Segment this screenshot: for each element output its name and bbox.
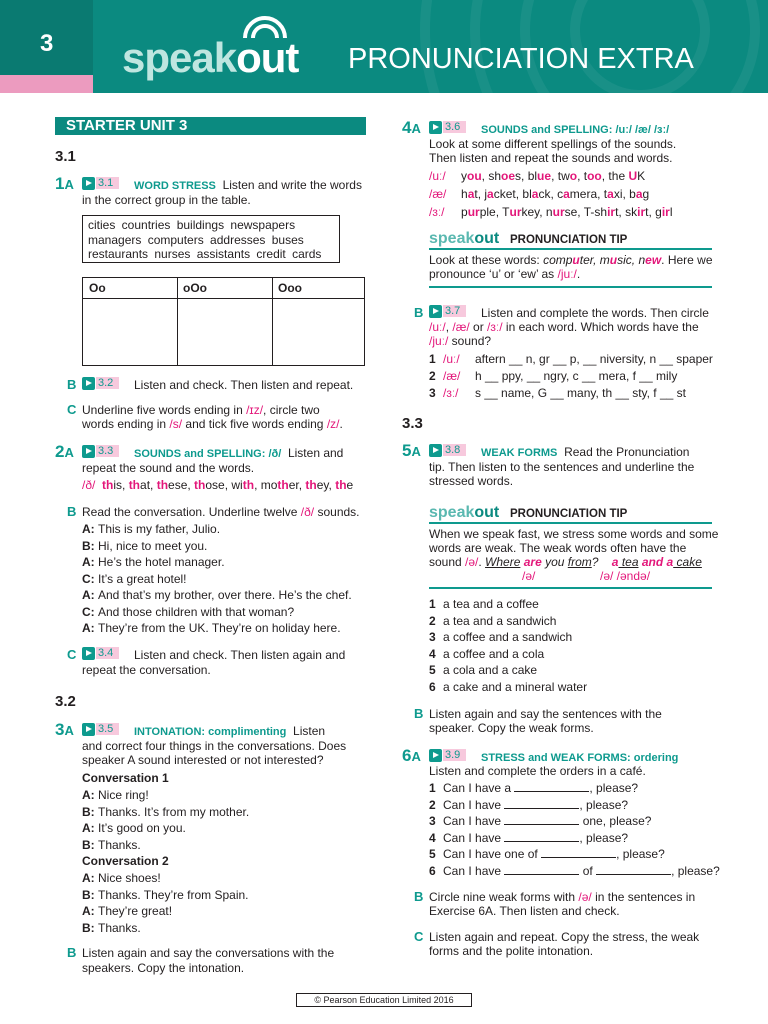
th-word: they,: [305, 478, 336, 492]
spelling-fragment: ir: [661, 205, 670, 219]
order-text: Can I have: [443, 797, 505, 812]
exercise-2c-instructions-line2: repeat the conversation.: [82, 663, 211, 677]
exercise-2b-letter: B: [67, 504, 77, 519]
dialogue-line: [82, 788, 149, 802]
th-word: this,: [102, 478, 129, 492]
ipa-annotation: /ə/ /əndə/: [600, 569, 651, 583]
page-title: PRONUNCIATION EXTRA: [348, 43, 694, 75]
gap-fill-words[interactable]: aftern __ n, gr __ p, __ niversity, n __ spaper: [475, 352, 713, 366]
spelling-fragment: , sh: [481, 169, 502, 183]
speaker-label: A:: [82, 821, 98, 835]
list-item: [429, 647, 544, 661]
speaker-label: A:: [82, 904, 98, 918]
table-cell-oo[interactable]: [83, 299, 177, 365]
spelling-fragment: K: [637, 169, 646, 183]
gap-fill-words[interactable]: s __ name, G __ many, th __ sty, f __ st: [475, 386, 686, 400]
speaker-label: A:: [82, 621, 98, 635]
ipa-symbol: /æ/: [429, 187, 447, 201]
spelling-fragment: se, T-sh: [564, 205, 608, 219]
spelling-fragment: l: [669, 205, 673, 219]
ipa-symbol: /uː/: [429, 169, 446, 183]
exercise-3b-instructions-line2: speakers. Copy the intonation.: [82, 961, 245, 975]
list-item: [429, 864, 720, 878]
exercise-1c-letter: C: [67, 402, 77, 417]
unit-number: 3: [40, 30, 54, 57]
exercise-4a-instructions-line2: Then listen and repeat the sounds and words.: [429, 151, 673, 165]
item-number: 5: [429, 847, 436, 861]
gap-fill-words[interactable]: h __ ppy, __ ngry, c __ mera, f __ mily: [475, 369, 678, 383]
exercise-1b-instructions: Listen and check. Then listen and repeat.: [134, 378, 354, 392]
audio-play-icon[interactable]: [82, 177, 95, 190]
speakout-tip-logo: speakout: [429, 504, 500, 521]
exercise-6b-letter: B: [414, 889, 424, 904]
ipa-symbol: /æ/: [443, 369, 461, 383]
dialogue-line: [82, 888, 249, 902]
exercise-3a-number: 3A: [55, 720, 74, 739]
spelling-fragment: a: [607, 187, 614, 201]
th-word: that,: [128, 478, 157, 492]
order-text: , please?: [671, 863, 720, 878]
dialogue-line: [82, 904, 172, 918]
dialogue-line: [82, 805, 249, 819]
th-letters: th: [194, 478, 206, 492]
dialogue-text: And those children with that woman?: [98, 604, 295, 619]
dialogue-text: Thanks. It’s from my mother.: [98, 804, 250, 819]
speakout-logo: [122, 34, 298, 82]
audio-play-icon[interactable]: [429, 749, 442, 762]
spelling-fragment: xi, b: [613, 187, 636, 201]
order-text: , please?: [589, 781, 639, 795]
exercise-5a-number: 5A: [402, 441, 421, 460]
item-number: 2: [429, 797, 436, 812]
item-number: 4: [429, 830, 436, 845]
pronunciation-tip-label: PRONUNCIATION TIP: [510, 234, 628, 246]
conversation-1-title: Conversation 1: [82, 771, 169, 785]
tip-text: When we speak fast, we stress some words and some: [429, 527, 719, 541]
spelling-fragment: y: [461, 169, 467, 183]
exercise-1a-number: 1A: [55, 174, 74, 193]
stress-table: [82, 277, 365, 366]
th-word: these,: [156, 478, 195, 492]
speaker-label: B:: [82, 920, 98, 935]
spelling-fragment: cket, bl: [493, 187, 532, 201]
exercise-6c-instructions: Listen again and repeat. Copy the stress, the weak: [429, 930, 700, 944]
ipa-annotation: /ə/: [522, 569, 536, 583]
speaker-label: B:: [82, 887, 98, 902]
dialogue-line: [82, 871, 161, 885]
table-header-ooo: oOo: [183, 281, 207, 295]
exercise-1c-instructions-line2: words ending in /s/ and tick five words ending /z/.: [82, 417, 343, 431]
audio-play-icon[interactable]: [82, 445, 95, 458]
copyright-footer: © Pearson Education Limited 2016: [296, 993, 472, 1007]
section-3-2: 3.2: [55, 693, 76, 710]
spelling-fragment: t, g: [645, 205, 662, 219]
speaker-label: B:: [82, 538, 98, 553]
spelling-fragment: t, sk: [615, 205, 638, 219]
spelling-fragment: g: [642, 187, 650, 201]
spelling-fragment: a: [563, 187, 570, 201]
spelling-fragment: , t: [577, 169, 588, 183]
tip-divider: [429, 248, 712, 250]
ipa-symbol: /uː/: [443, 352, 460, 366]
track-number: 3.6: [443, 121, 466, 133]
exercise-3b-letter: B: [67, 945, 77, 960]
order-text: Can I have: [443, 814, 505, 828]
sentence-text[interactable]: a coffee and a sandwich: [443, 630, 573, 644]
spelling-row: [429, 205, 673, 219]
word-box-line: cities countries buildings newspapers: [88, 218, 296, 232]
dialogue-text: Hi, nice to meet you.: [98, 538, 208, 553]
speaker-label: C:: [82, 571, 98, 586]
table-cell-ooo-2[interactable]: [273, 299, 365, 365]
exercise-6b-instructions-line2: Exercise 6A. Then listen and check.: [429, 904, 620, 918]
table-cell-ooo[interactable]: [178, 299, 272, 365]
ipa-symbol: /ɜː/: [443, 386, 459, 400]
exercise-6b-instructions: Circle nine weak forms with /ə/ in the sentences in: [429, 890, 696, 904]
th-word-list: /ð/ this, that, these, those, with, mother, they, the: [82, 478, 354, 492]
th-letters: th: [305, 478, 317, 492]
speakout-tip-logo: speakout: [429, 230, 500, 247]
order-text: of: [579, 863, 597, 878]
exercise-4b-instructions-line2: /uː/, /æ/ or /ɜː/ in each word. Which words have the: [429, 320, 699, 334]
track-number: 3.4: [96, 647, 119, 659]
dialogue-text: He’s the hotel manager.: [98, 555, 225, 569]
ipa-symbol: /ɜː/: [429, 205, 445, 219]
item-number: 6: [429, 863, 436, 878]
dialogue-line: [82, 921, 141, 935]
answer-blank[interactable]: [504, 864, 579, 875]
item-number: 3: [429, 814, 436, 828]
spelling-fragment: ue: [537, 169, 552, 183]
answer-blank[interactable]: [541, 847, 616, 858]
spelling-fragment: oo: [587, 169, 602, 183]
speaker-label: A:: [82, 871, 98, 885]
exercise-2b-instructions: Read the conversation. Underline twelve /ð/ sounds.: [82, 505, 360, 519]
audio-play-icon[interactable]: [82, 723, 95, 736]
exercise-5a-instructions-line3: stressed words.: [429, 474, 514, 488]
dialogue-text: Nice ring!: [98, 788, 149, 802]
list-item: [429, 597, 539, 611]
speaker-label: B:: [82, 804, 98, 819]
word-box: [82, 215, 340, 263]
section-3-1: 3.1: [55, 148, 76, 165]
dialogue-text: Nice shoes!: [98, 871, 161, 885]
spelling-fragment: ur: [467, 205, 480, 219]
speaker-label: A:: [82, 555, 98, 569]
th-letters: th: [277, 478, 289, 492]
answer-blank[interactable]: [596, 864, 671, 875]
dialogue-text: They’re from the UK. They’re on holiday here.: [98, 621, 341, 635]
th-letters: th: [242, 478, 255, 492]
spelling-fragment: ou: [467, 169, 482, 183]
exercise-5a-instructions-line2: tip. Then listen to the sentences and underline the: [429, 460, 695, 474]
dialogue-line: [82, 572, 187, 586]
spelling-fragment: a: [635, 187, 643, 201]
answer-blank[interactable]: [504, 814, 579, 825]
track-number: 3.5: [96, 723, 119, 735]
exercise-6c-instructions-line2: forms and the polite intonation.: [429, 944, 594, 958]
list-item: [429, 614, 556, 628]
track-number: 3.2: [96, 377, 119, 389]
spelling-fragment: ur: [509, 205, 522, 219]
tip-divider: [429, 286, 712, 288]
order-text: , please?: [579, 797, 629, 812]
exercise-4a-number: 4A: [402, 118, 421, 137]
th-word: the: [335, 478, 354, 492]
answer-blank[interactable]: [514, 781, 589, 792]
dialogue-line: [82, 838, 141, 852]
tip-text: Look at these words: computer, music, new. Here we: [429, 253, 713, 267]
spelling-fragment: a: [531, 187, 539, 201]
exercise-3b-instructions: Listen again and say the conversations with the: [82, 946, 335, 960]
dialogue-line: [82, 621, 341, 635]
dialogue-line: [82, 588, 352, 602]
tip-text-line2: pronounce ‘u’ or ‘ew’ as /juː/.: [429, 267, 581, 281]
section-3-3: 3.3: [402, 415, 423, 432]
exercise-2c-instructions: Listen and check. Then listen again and: [134, 648, 346, 662]
spelling-fragment: key, n: [521, 205, 553, 219]
exercise-2a-number: 2A: [55, 442, 74, 461]
logo-signal-icon: [237, 16, 293, 40]
dialogue-text: Thanks.: [98, 837, 141, 852]
exercise-6c-letter: C: [414, 929, 424, 944]
spelling-fragment: s, bl: [515, 169, 538, 183]
item-number: 2: [429, 369, 436, 383]
tip-text-line2: words are weak. The weak words often have the: [429, 541, 687, 555]
exercise-5b-instructions-line2: speaker. Copy the weak forms.: [429, 721, 594, 735]
spelling-fragment: mera, t: [569, 187, 608, 201]
sentence-text[interactable]: a tea and a coffee: [443, 597, 539, 611]
order-text: Can I have one of: [443, 847, 542, 861]
exercise-3a-instructions: INTONATION: complimenting Listen: [134, 724, 326, 738]
spelling-fragment: oe: [501, 169, 516, 183]
order-text: one, please?: [579, 814, 652, 828]
exercise-4b-instructions: Listen and complete the words. Then circle: [481, 306, 709, 320]
tip-text-line3: sound /ə/. Where are you from? a tea and a cake: [429, 555, 702, 569]
track-number: 3.9: [443, 749, 466, 761]
spelling-fragment: t, j: [474, 187, 488, 201]
spelling-fragment: p: [461, 205, 468, 219]
track-number: 3.7: [443, 305, 466, 317]
th-letters: th: [128, 478, 141, 492]
sentence-text[interactable]: a tea and a sandwich: [443, 613, 557, 628]
spelling-fragment: ir: [607, 205, 616, 219]
track-number: 3.8: [443, 444, 466, 456]
spelling-fragment: a: [487, 187, 494, 201]
spelling-fragment: o: [569, 169, 578, 183]
th-word: with,: [231, 478, 261, 492]
exercise-2a-instructions: SOUNDS and SPELLING: /ð/ Listen and: [134, 446, 344, 460]
audio-play-icon[interactable]: [82, 377, 95, 390]
exercise-2c-letter: C: [67, 647, 77, 662]
spelling-fragment: , tw: [551, 169, 570, 183]
sentence-text[interactable]: a coffee and a cola: [443, 646, 545, 661]
dialogue-line: [82, 605, 294, 619]
list-item: [429, 630, 572, 644]
exercise-1a-instructions-line2: in the correct group in the table.: [82, 193, 251, 207]
item-number: 1: [429, 781, 436, 795]
list-item: [429, 831, 628, 845]
exercise-6a-heading: STRESS and WEAK FORMS: ordering: [481, 752, 679, 764]
answer-blank[interactable]: [504, 798, 579, 809]
pink-accent-bar: [0, 75, 93, 93]
order-text: , please?: [579, 830, 629, 845]
spelling-fragment: ck, c: [538, 187, 564, 201]
exercise-4b-letter: B: [414, 305, 424, 320]
dialogue-line: [82, 539, 207, 553]
th-letters: th: [102, 478, 114, 492]
tip-divider: [429, 522, 712, 524]
sentence-text[interactable]: a cake and a mineral water: [443, 679, 588, 694]
sentence-text[interactable]: a cola and a cake: [443, 663, 538, 677]
item-number: 1: [429, 352, 436, 366]
audio-play-icon[interactable]: [429, 121, 442, 134]
th-word: those,: [194, 478, 232, 492]
exercise-6a-instructions: Listen and complete the orders in a café.: [429, 764, 646, 778]
spelling-fragment: h: [461, 187, 468, 201]
exercise-5a-instructions: WEAK FORMS Read the Pronunciation: [481, 445, 690, 459]
order-text: Can I have a: [443, 781, 515, 795]
exercise-4a-heading: SOUNDS and SPELLING: /uː/ /æ/ /ɜː/: [481, 124, 670, 136]
answer-blank[interactable]: [504, 831, 579, 842]
order-text: Can I have: [443, 863, 505, 878]
list-item: [429, 663, 537, 677]
exercise-3a-instructions-line2: and correct four things in the conversations. Does: [82, 739, 347, 753]
audio-play-icon[interactable]: [82, 647, 95, 660]
exercise-1a-instructions: WORD STRESS Listen and write the words: [134, 178, 362, 192]
dialogue-text: They’re great!: [98, 904, 173, 918]
dialogue-line: [82, 555, 225, 569]
list-item: [429, 352, 713, 366]
item-number: 3: [429, 386, 436, 400]
item-number: 1: [429, 597, 436, 611]
dialogue-text: It’s a great hotel!: [98, 571, 187, 586]
dialogue-text: Thanks.: [98, 920, 141, 935]
speaker-label: A:: [82, 522, 98, 536]
list-item: [429, 847, 665, 861]
word-box-line: restaurants nurses assistants credit cards: [88, 247, 322, 261]
list-item: [429, 814, 651, 828]
dialogue-text: Thanks. They’re from Spain.: [98, 887, 249, 902]
th-word: mother,: [260, 478, 306, 492]
item-number: 5: [429, 663, 436, 677]
exercise-1c-instructions: Underline five words ending in /ɪz/, circle two: [82, 403, 320, 417]
exercise-6a-number: 6A: [402, 746, 421, 765]
item-number: 4: [429, 646, 436, 661]
dialogue-text: This is my father, Julio.: [98, 522, 221, 536]
spelling-fragment: ir: [637, 205, 646, 219]
table-header-oo: Oo: [89, 281, 106, 295]
speaker-label: C:: [82, 604, 98, 619]
exercise-5b-letter: B: [414, 706, 424, 721]
item-number: 3: [429, 630, 436, 644]
list-item: [429, 680, 587, 694]
item-number: 6: [429, 679, 436, 694]
logo-speak: speak: [122, 34, 237, 81]
th-letters: th: [156, 478, 169, 492]
word-box-line: managers computers addresses buses: [88, 233, 304, 247]
spelling-fragment: a: [467, 187, 475, 201]
spelling-fragment: ple, T: [479, 205, 510, 219]
logo-out: out: [236, 34, 299, 81]
order-text: Can I have: [443, 830, 505, 845]
dialogue-text: It’s good on you.: [98, 821, 186, 835]
item-number: 2: [429, 613, 436, 628]
dialogue-line: [82, 522, 220, 536]
unit-number-box: [0, 0, 93, 75]
tip-divider: [429, 587, 712, 589]
audio-play-icon[interactable]: [429, 444, 442, 457]
speaker-label: B:: [82, 837, 98, 852]
list-item: [429, 369, 677, 383]
exercise-5b-instructions: Listen again and say the sentences with the: [429, 707, 662, 721]
th-letters: th: [335, 478, 347, 492]
speaker-label: A:: [82, 788, 98, 802]
exercise-1b-letter: B: [67, 377, 77, 392]
spelling-row: [429, 169, 645, 183]
spelling-fragment: ur: [552, 205, 565, 219]
track-number: 3.1: [96, 177, 119, 189]
list-item: [429, 386, 686, 400]
dialogue-text: And that’s my brother, over there. He’s the chef.: [98, 588, 352, 602]
exercise-2a-instructions-line2: repeat the sound and the words.: [82, 461, 255, 475]
order-text: , please?: [616, 847, 665, 861]
spelling-fragment: , the: [601, 169, 629, 183]
exercise-4a-instructions: Look at some different spellings of the sounds.: [429, 137, 677, 151]
spelling-row: [429, 187, 649, 201]
conversation-2-title: Conversation 2: [82, 854, 169, 868]
dialogue-line: [82, 821, 186, 835]
exercise-3a-instructions-line3: speaker A sound interested or not interested?: [82, 753, 324, 767]
table-header-ooo-2: Ooo: [278, 281, 302, 295]
pronunciation-tip-label: PRONUNCIATION TIP: [510, 508, 628, 520]
list-item: [429, 781, 638, 795]
audio-play-icon[interactable]: [429, 305, 442, 318]
unit-title-bar: STARTER UNIT 3: [55, 117, 366, 135]
spelling-fragment: U: [628, 169, 638, 183]
speaker-label: A:: [82, 588, 98, 602]
list-item: [429, 798, 628, 812]
track-number: 3.3: [96, 445, 119, 457]
exercise-4b-instructions-line3: /juː/ sound?: [429, 334, 492, 348]
